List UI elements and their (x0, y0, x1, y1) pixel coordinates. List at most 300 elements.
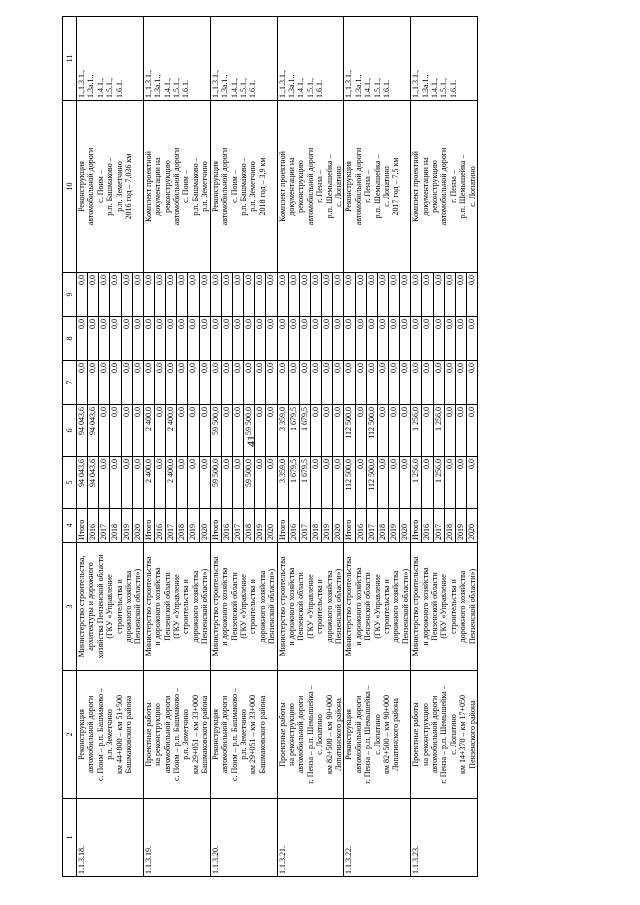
local-budget-cell: 0,0 (411, 317, 422, 361)
period-cell: 2020 (400, 509, 411, 543)
local-budget-cell: 0,0 (377, 317, 388, 361)
period-cell: 2020 (333, 509, 344, 543)
expected-result-cell (411, 101, 478, 273)
cell-line: хозяйства Пензенской области (95, 554, 105, 659)
cell-line: 1.6.1. (315, 80, 325, 98)
cell-line: с. Поим – (229, 170, 239, 203)
cell-line: автомобильной дороги (296, 695, 306, 774)
cell-line: р.п. Земетчино (114, 161, 124, 212)
cell-line: Реконструкция (344, 709, 354, 760)
federal-budget-cell: 0,0 (99, 361, 110, 405)
other-sources-cell: 0,0 (411, 273, 422, 317)
total-amount-cell: 94 043,6 (77, 457, 88, 509)
period-cell: 2019 (121, 509, 132, 543)
period-cell: 2019 (322, 509, 333, 543)
period-cell: 2019 (388, 509, 399, 543)
federal-budget-cell: 0,0 (355, 361, 366, 405)
total-amount-cell: 3 359,0 (277, 457, 288, 509)
cell-line: Лопатинского района (391, 698, 401, 771)
regional-budget-cell: 59 500,0 (210, 405, 221, 457)
cell-line: 1.4.1., (430, 78, 440, 98)
period-cell: Итого (411, 509, 422, 543)
cell-line: 1.5.1., (105, 78, 115, 98)
federal-budget-cell: 0,0 (377, 361, 388, 405)
cell-line: Пензенской области») (400, 568, 410, 645)
local-budget-cell: 0,0 (143, 317, 154, 361)
expected-result-cell (277, 101, 344, 273)
total-amount-cell: 0,0 (121, 457, 132, 509)
cell-line: р.п. Земетчино (200, 161, 210, 212)
cell-line: строительства и (382, 579, 391, 634)
other-sources-cell: 0,0 (388, 273, 399, 317)
regional-budget-cell: 0,0 (333, 405, 344, 457)
other-sources-cell: 0,0 (310, 273, 321, 317)
column-header: 3 (63, 543, 77, 671)
cell-line: и дорожного хозяйства (353, 567, 363, 646)
local-budget-cell: 0,0 (121, 317, 132, 361)
cell-line: Комплект проектной (411, 151, 421, 222)
federal-budget-cell: 0,0 (299, 361, 310, 405)
cell-line: с. Поим – (95, 170, 105, 203)
period-cell: 2019 (255, 509, 266, 543)
other-sources-cell: 0,0 (232, 273, 243, 317)
total-amount-cell: 59 500,0 (210, 457, 221, 509)
cell-line: Пензенской области») (200, 568, 210, 645)
item-name-cell (277, 671, 344, 799)
cell-line: Министерство строительства, (77, 555, 86, 658)
other-sources-cell: 0,0 (355, 273, 366, 317)
column-header: 6 (63, 405, 77, 457)
page-number: 41 (244, 435, 258, 447)
block-row-first (77, 17, 88, 877)
federal-budget-cell: 0,0 (388, 361, 399, 405)
cell-line: дорожного хозяйства (458, 570, 468, 643)
total-amount-cell: 0,0 (177, 457, 188, 509)
expected-result-cell (344, 101, 411, 273)
cell-line: 1.5.1., (372, 78, 382, 98)
local-budget-cell: 0,0 (221, 317, 232, 361)
other-sources-cell: 0,0 (277, 273, 288, 317)
cell-line: Проектные работы (277, 702, 287, 767)
regional-budget-cell: 2 400,0 (166, 405, 177, 457)
total-amount-cell: 112 500,0 (344, 457, 355, 509)
cell-line: с. Поим – р.п. Башмаково – (172, 687, 182, 782)
column-header: 4 (63, 509, 77, 543)
cell-line: документации на (420, 157, 430, 216)
cell-line: строительства и (315, 579, 325, 634)
cell-line: 1.,1.3.1., (411, 70, 421, 98)
period-cell: 2017 (166, 509, 177, 543)
total-amount-cell: 0,0 (466, 457, 477, 509)
other-sources-cell: 0,0 (422, 273, 433, 317)
cell-line: р.п. Земетчино (238, 709, 248, 760)
cell-line: км 82+500 – км 90+000 (382, 695, 391, 774)
period-cell: Итого (143, 509, 154, 543)
cell-line: на реконструкцию (153, 703, 163, 766)
cell-line: с. Поим – р.п. Башмаково – (229, 687, 239, 782)
cell-line: г. Пенза – (448, 170, 458, 203)
regional-budget-cell: 0,0 (154, 405, 165, 457)
total-amount-cell: 0,0 (388, 457, 399, 509)
cell-line: строительства и (248, 579, 258, 634)
block-row-first (277, 17, 288, 877)
column-header: 9 (63, 273, 77, 317)
federal-budget-cell: 0,0 (88, 361, 99, 405)
cell-line: дорожного хозяйства (257, 570, 267, 643)
cell-line: р.п. Башмаково – (238, 157, 248, 216)
local-budget-cell: 0,0 (288, 317, 299, 361)
cell-line: 1.4.1., (95, 78, 105, 98)
total-amount-cell: 2 400,0 (166, 457, 177, 509)
period-cell: 2020 (199, 509, 210, 543)
cell-line: с. Лопатино (448, 714, 458, 755)
cell-line: на реконструкцию (420, 703, 430, 766)
regional-budget-cell: 0,0 (232, 405, 243, 457)
regional-budget-cell: 0,0 (310, 405, 321, 457)
responsible-org-cell (210, 543, 277, 671)
other-sources-cell: 0,0 (154, 273, 165, 317)
cell-line: 1.3a.1., (286, 74, 296, 98)
total-amount-cell: 0,0 (188, 457, 199, 509)
federal-budget-cell: 0,0 (288, 361, 299, 405)
period-cell: 2016 (288, 509, 299, 543)
cell-line: автомобильной дороги (353, 695, 363, 774)
period-cell: 2017 (99, 509, 110, 543)
regional-budget-cell: 0,0 (266, 405, 277, 457)
regional-budget-cell: 0,0 (400, 405, 411, 457)
other-sources-cell: 0,0 (400, 273, 411, 317)
period-cell: Итого (277, 509, 288, 543)
cell-line: 1.5.1., (439, 78, 449, 98)
federal-budget-cell: 0,0 (154, 361, 165, 405)
regional-budget-cell: 0,0 (199, 405, 210, 457)
other-sources-cell: 0,0 (244, 273, 255, 317)
federal-budget-cell: 0,0 (255, 361, 266, 405)
regional-budget-cell: 0,0 (121, 405, 132, 457)
other-sources-cell: 0,0 (299, 273, 310, 317)
total-amount-cell: 0,0 (377, 457, 388, 509)
federal-budget-cell: 0,0 (244, 361, 255, 405)
cell-line: автомобильной дороги (220, 695, 230, 774)
cell-line: с. Лопатино (467, 166, 477, 207)
other-sources-cell: 0,0 (433, 273, 444, 317)
cell-line: р.п. Шемышейка – (324, 154, 334, 219)
federal-budget-cell: 0,0 (344, 361, 355, 405)
item-name-cell (344, 671, 411, 799)
period-cell: 2016 (221, 509, 232, 543)
cell-line: Проектные работы (143, 702, 153, 767)
cell-line: 1.3a.1., (220, 74, 230, 98)
total-amount-cell: 0,0 (232, 457, 243, 509)
cell-line: Реконструкция (77, 161, 86, 212)
local-budget-cell: 0,0 (422, 317, 433, 361)
cell-line: км 29+051 – км 33+000 (248, 695, 258, 774)
cell-line: автомобильной дороги (162, 695, 172, 774)
period-cell: 2018 (377, 509, 388, 543)
total-amount-cell: 0,0 (333, 457, 344, 509)
cell-line: 1.4.1., (296, 78, 306, 98)
cell-line: Комплект проектной (277, 151, 287, 222)
federal-budget-cell: 0,0 (166, 361, 177, 405)
responsible-org-cell (411, 543, 478, 671)
cell-line: Реконструкция (210, 161, 220, 212)
cell-line: 1.,1.3.1., (277, 70, 287, 98)
block-row-first (411, 17, 422, 877)
item-id-cell: 1.1.3.22. (344, 799, 411, 877)
total-amount-cell: 1 679,5 (299, 457, 310, 509)
local-budget-cell: 0,0 (277, 317, 288, 361)
local-budget-cell: 0,0 (154, 317, 165, 361)
local-budget-cell: 0,0 (132, 317, 143, 361)
cell-line: автомобильной дороги (86, 695, 96, 774)
total-amount-cell: 0,0 (422, 457, 433, 509)
cell-line: Проектные работы (411, 702, 421, 767)
column-header: 7 (63, 361, 77, 405)
cell-line: автомобильной дороги (430, 695, 440, 774)
cell-line: дорожного хозяйства (190, 570, 200, 643)
cell-line: документации на (286, 157, 296, 216)
cell-line: Министерство строительства (277, 556, 287, 657)
cell-line: 1.5.1., (238, 78, 248, 98)
item-id-cell: 1.1.3.21. (277, 799, 344, 877)
other-sources-cell: 0,0 (377, 273, 388, 317)
federal-budget-cell: 0,0 (277, 361, 288, 405)
cell-line: Пензенского района (467, 700, 477, 769)
cell-line: р.п. Земетчино (248, 161, 258, 212)
period-cell: Итого (210, 509, 221, 543)
expected-result-cell (210, 101, 277, 273)
regional-budget-cell: 1 679,5 (288, 405, 299, 457)
indicator-links-cell (210, 17, 277, 101)
local-budget-cell: 0,0 (366, 317, 377, 361)
total-amount-cell: 0,0 (199, 457, 210, 509)
regional-budget-cell: 0,0 (355, 405, 366, 457)
cell-line: с. Поим – (181, 170, 191, 203)
item-name-cell (411, 671, 478, 799)
federal-budget-cell: 0,0 (232, 361, 243, 405)
cell-line: Пензенской области») (267, 568, 277, 645)
cell-line: 2018 год – 3,9 км (257, 157, 267, 216)
cell-line: 1.6.1. (382, 80, 391, 98)
federal-budget-cell: 0,0 (333, 361, 344, 405)
federal-budget-cell: 0,0 (121, 361, 132, 405)
cell-line: автомобильной дороги (353, 147, 363, 226)
cell-line: 1.3a.1., (353, 74, 363, 98)
cell-line: и дорожного хозяйства (420, 567, 430, 646)
cell-line: с. Лопатино (372, 714, 382, 755)
other-sources-cell: 0,0 (210, 273, 221, 317)
item-id-cell: 1.1.3.18. (77, 799, 144, 877)
total-amount-cell: 0,0 (221, 457, 232, 509)
cell-line: р.п. Башмаково – (190, 157, 200, 216)
cell-line: р.п. Башмаково – (105, 157, 115, 216)
local-budget-cell: 0,0 (166, 317, 177, 361)
cell-line: г. Пенза – (315, 170, 325, 203)
regional-budget-cell: 112 500,0 (366, 405, 377, 457)
cell-line: Министерство строительства (411, 556, 421, 657)
cell-line: автомобильной дороги (305, 147, 315, 226)
federal-budget-cell: 0,0 (188, 361, 199, 405)
cell-line: (ГКУ «Управление (105, 574, 115, 639)
federal-budget-cell: 0,0 (444, 361, 455, 405)
indicator-links-cell (77, 17, 144, 101)
other-sources-cell: 0,0 (444, 273, 455, 317)
federal-budget-cell: 0,0 (411, 361, 422, 405)
cell-line: 1.3a.1., (86, 74, 96, 98)
total-amount-cell: 112 500,0 (366, 457, 377, 509)
responsible-org-cell (143, 543, 210, 671)
cell-line: (ГКУ «Управление (372, 574, 382, 639)
cell-line: и дорожного хозяйства (220, 567, 230, 646)
cell-line: дорожного хозяйства (391, 570, 401, 643)
regional-budget-cell: 0,0 (444, 405, 455, 457)
regional-budget-cell: 112 500,0 (344, 405, 355, 457)
regional-budget-cell: 0,0 (99, 405, 110, 457)
cell-line: Министерство строительства (143, 556, 153, 657)
other-sources-cell: 0,0 (322, 273, 333, 317)
indicator-links-cell (411, 17, 478, 101)
period-cell: Итого (344, 509, 355, 543)
local-budget-cell: 0,0 (433, 317, 444, 361)
period-cell: 2016 (422, 509, 433, 543)
other-sources-cell: 0,0 (455, 273, 466, 317)
other-sources-cell: 0,0 (255, 273, 266, 317)
local-budget-cell: 0,0 (88, 317, 99, 361)
local-budget-cell: 0,0 (244, 317, 255, 361)
cell-line: строительства и (181, 579, 191, 634)
other-sources-cell: 0,0 (366, 273, 377, 317)
regional-budget-cell: 59 500,0 (244, 405, 255, 457)
local-budget-cell: 0,0 (99, 317, 110, 361)
cell-line: с. Поим – р.п. Башмаково – (95, 687, 105, 782)
expected-result-cell (77, 101, 144, 273)
cell-line: Пензенской области (296, 572, 306, 641)
other-sources-cell: 0,0 (177, 273, 188, 317)
cell-line: с. Лопатино (315, 714, 325, 755)
federal-budget-cell: 0,0 (400, 361, 411, 405)
cell-line: автомобильной дороги (439, 147, 449, 226)
other-sources-cell: 0,0 (466, 273, 477, 317)
total-amount-cell: 0,0 (154, 457, 165, 509)
local-budget-cell: 0,0 (232, 317, 243, 361)
regional-budget-cell: 0,0 (132, 405, 143, 457)
total-amount-cell: 2 400,0 (143, 457, 154, 509)
cell-line: Пензенской области (162, 572, 172, 641)
other-sources-cell: 0,0 (266, 273, 277, 317)
regional-budget-cell: 0,0 (455, 405, 466, 457)
local-budget-cell: 0,0 (299, 317, 310, 361)
total-amount-cell: 1 679,5 (288, 457, 299, 509)
regional-budget-cell: 0,0 (466, 405, 477, 457)
local-budget-cell: 0,0 (266, 317, 277, 361)
federal-budget-cell: 0,0 (199, 361, 210, 405)
period-cell: 2020 (466, 509, 477, 543)
total-amount-cell: 0,0 (255, 457, 266, 509)
cell-line: автомобильной дороги (220, 147, 230, 226)
header-row (63, 17, 77, 877)
federal-budget-cell: 0,0 (132, 361, 143, 405)
cell-line: 1.6.1. (181, 80, 191, 98)
cell-line: г. Пенза – р.п. Шемышейка – (305, 685, 315, 784)
local-budget-cell: 0,0 (344, 317, 355, 361)
local-budget-cell: 0,0 (466, 317, 477, 361)
total-amount-cell: 94 043,6 (88, 457, 99, 509)
cell-line: реконструкцию (296, 160, 306, 213)
cell-line: реконструкцию (430, 160, 440, 213)
column-header: 10 (63, 101, 77, 273)
cell-line: 1.4.1., (229, 78, 239, 98)
local-budget-cell: 0,0 (110, 317, 121, 361)
cell-line: г. Пенза – р.п. Шемышейка – (439, 685, 449, 784)
cell-line: Комплект проектной (143, 151, 153, 222)
period-cell: 2017 (299, 509, 310, 543)
cell-line: дорожного хозяйства (124, 570, 134, 643)
total-amount-cell: 0,0 (99, 457, 110, 509)
cell-line: 1.6.1. (448, 80, 458, 98)
cell-line: строительства и (448, 579, 458, 634)
cell-line: км 82+500 – км 90+000 (324, 695, 334, 774)
period-cell: 2019 (188, 509, 199, 543)
regional-budget-cell: 0,0 (388, 405, 399, 457)
item-id-cell: 1.1.3.19. (143, 799, 210, 877)
cell-line: г. Пенза – (363, 170, 373, 203)
cell-line: (ГКУ «Управление (305, 574, 315, 639)
cell-line: 1.,1.3.1., (77, 70, 86, 98)
column-header: 5 (63, 457, 77, 509)
cell-line: реконструкцию (162, 160, 172, 213)
total-amount-cell: 0,0 (266, 457, 277, 509)
cell-line: Пензенской области (229, 572, 239, 641)
item-name-cell (210, 671, 277, 799)
total-amount-cell: 0,0 (444, 457, 455, 509)
regional-budget-cell: 0,0 (177, 405, 188, 457)
cell-line: на реконструкцию (286, 703, 296, 766)
other-sources-cell: 0,0 (199, 273, 210, 317)
cell-line: (ГКУ «Управление (439, 574, 449, 639)
cell-line: Башмаковского района (257, 695, 267, 774)
program-table (62, 16, 478, 877)
regional-budget-cell: 1 256,0 (433, 405, 444, 457)
local-budget-cell: 0,0 (210, 317, 221, 361)
cell-line: Лопатинского района (333, 698, 343, 771)
federal-budget-cell: 0,0 (266, 361, 277, 405)
rotated-page (62, 17, 590, 877)
regional-budget-cell: 0,0 (422, 405, 433, 457)
federal-budget-cell: 0,0 (110, 361, 121, 405)
total-amount-cell: 0,0 (132, 457, 143, 509)
cell-line: автомобильной дороги (86, 147, 96, 226)
indicator-links-cell (344, 17, 411, 101)
indicator-links-cell (277, 17, 344, 101)
total-amount-cell: 0,0 (455, 457, 466, 509)
cell-line: 1.6.1. (248, 80, 258, 98)
local-budget-cell: 0,0 (310, 317, 321, 361)
cell-line: 1.,1.3.1., (210, 70, 220, 98)
cell-line: р.п. Земетчино (105, 709, 115, 760)
period-cell: 2018 (444, 509, 455, 543)
regional-budget-cell: 0,0 (255, 405, 266, 457)
period-cell: 2018 (244, 509, 255, 543)
cell-line: Пензенской области») (133, 568, 143, 645)
cell-line: (ГКУ «Управление (172, 574, 182, 639)
period-cell: 2019 (455, 509, 466, 543)
other-sources-cell: 0,0 (77, 273, 88, 317)
regional-budget-cell: 3 359,0 (277, 405, 288, 457)
column-header: 8 (63, 317, 77, 361)
federal-budget-cell: 0,0 (77, 361, 88, 405)
local-budget-cell: 0,0 (333, 317, 344, 361)
cell-line: 2017 год – 7,5 км (391, 157, 401, 216)
